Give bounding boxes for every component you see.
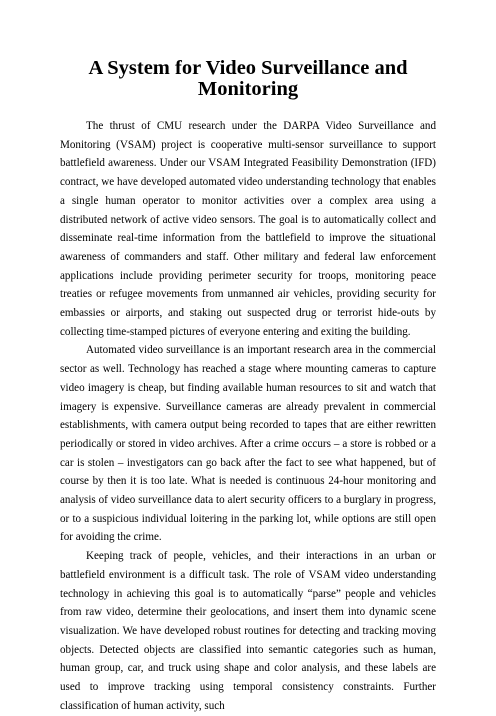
document-title [60,58,436,100]
body-paragraph-3: Keeping track of people, vehicles, and their interactions in an urban or battlefield environment is a difficult task. The role of VSAM video understanding technology in achieving this goal is to automatically “parse” people and vehicles from raw video, determine their geolocations, and insert them into dynamic scene visualization. We have developed robust routines for detecting and tracking moving objects. Detected objects are classified into semantic categories such as human, human group, car, and truck using shape and color analysis, and these labels are used to improve tracking using temporal consistency constraints. Further classification of human activity, such [60,550,436,712]
document-page [60,58,436,716]
document-title-line-2: Monitoring [197,78,299,100]
document-title-line-1: A System for Video Surveillance and [88,57,408,79]
body-paragraph-2: Automated video surveillance is an important research area in the commercial sector as well. Technology has reached a stage where mounting cameras to capture video imagery is cheap, but finding available human resources to sit and watch that imagery is expensive. Surveillance cameras are already prevalent in commercial establishments, with camera output being recorded to tapes that are either rewritten periodically or stored in video archives. After a crime occurs – a store is robbed or a car is stolen – investigators can go back after the fact to see what happened, but of course by then it is too late. What is needed is continuous 24-hour monitoring and analysis of video surveillance data to alert security officers to a burglary in progress, or to a suspicious individual loitering in the parking lot, while options are still open for avoiding the crime. [60,344,436,544]
body-paragraph-1: The thrust of CMU research under the DARPA Video Surveillance and Monitoring (VSAM) project is cooperative multi-sensor surveillance to support battlefield awareness. Under our VSAM Integrated Feasibility Demonstration (IFD) contract, we have developed automated video understanding technology that enables a single human operator to monitor activities over a complex area using a distributed network of active video sensors. The goal is to automatically collect and disseminate real-time information from the battlefield to improve the situational awareness of commanders and staff. Other military and federal law enforcement applications include providing perimeter security for troops, monitoring peace treaties or refugee movements from unmanned air vehicles, providing security for embassies or airports, and staking out suspected drug or terrorist hide-outs by collecting time-stamped pictures of everyone entering and exiting the building. [60,120,436,338]
